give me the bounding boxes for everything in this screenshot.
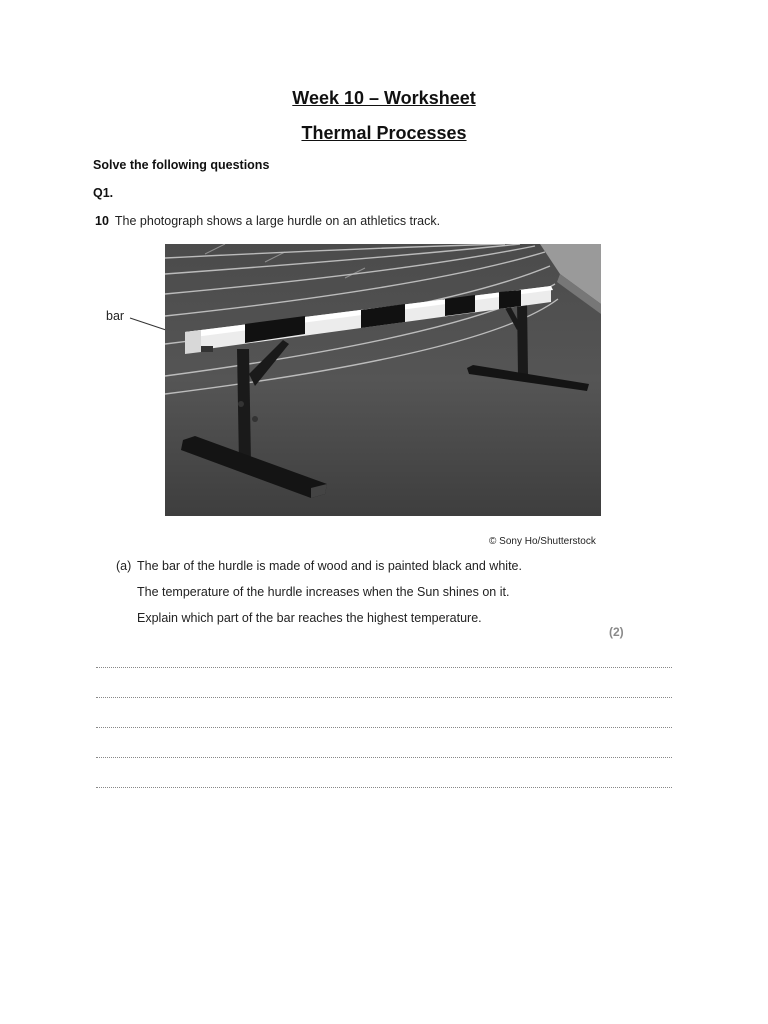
question-intro-text: The photograph shows a large hurdle on an athletics track. [114, 214, 441, 228]
answer-line[interactable] [96, 667, 672, 668]
part-a-line-3: Explain which part of the bar reaches the highest temperature. [137, 611, 482, 625]
marks-badge: (2) [609, 625, 624, 639]
instructions: Solve the following questions [93, 158, 270, 172]
question-number: 10 [95, 214, 109, 228]
page-subtitle: Thermal Processes [301, 123, 467, 143]
answer-line[interactable] [96, 697, 672, 698]
bar-callout-label: bar [106, 309, 125, 323]
part-a-line-1: The bar of the hurdle is made of wood and is painted black and white. [137, 559, 522, 573]
page-title: Week 10 – Worksheet [292, 88, 476, 108]
question-intro [95, 214, 440, 228]
part-a-label: (a) [116, 559, 132, 573]
answer-line[interactable] [96, 757, 672, 758]
photo-credit: © Sony Ho/Shutterstock [489, 536, 596, 547]
part-a-line-2: The temperature of the hurdle increases when the Sun shines on it. [137, 585, 510, 599]
hurdle-photo [165, 244, 601, 516]
question-label: Q1. [93, 186, 114, 200]
answer-line[interactable] [96, 727, 672, 728]
answer-line[interactable] [96, 787, 672, 788]
